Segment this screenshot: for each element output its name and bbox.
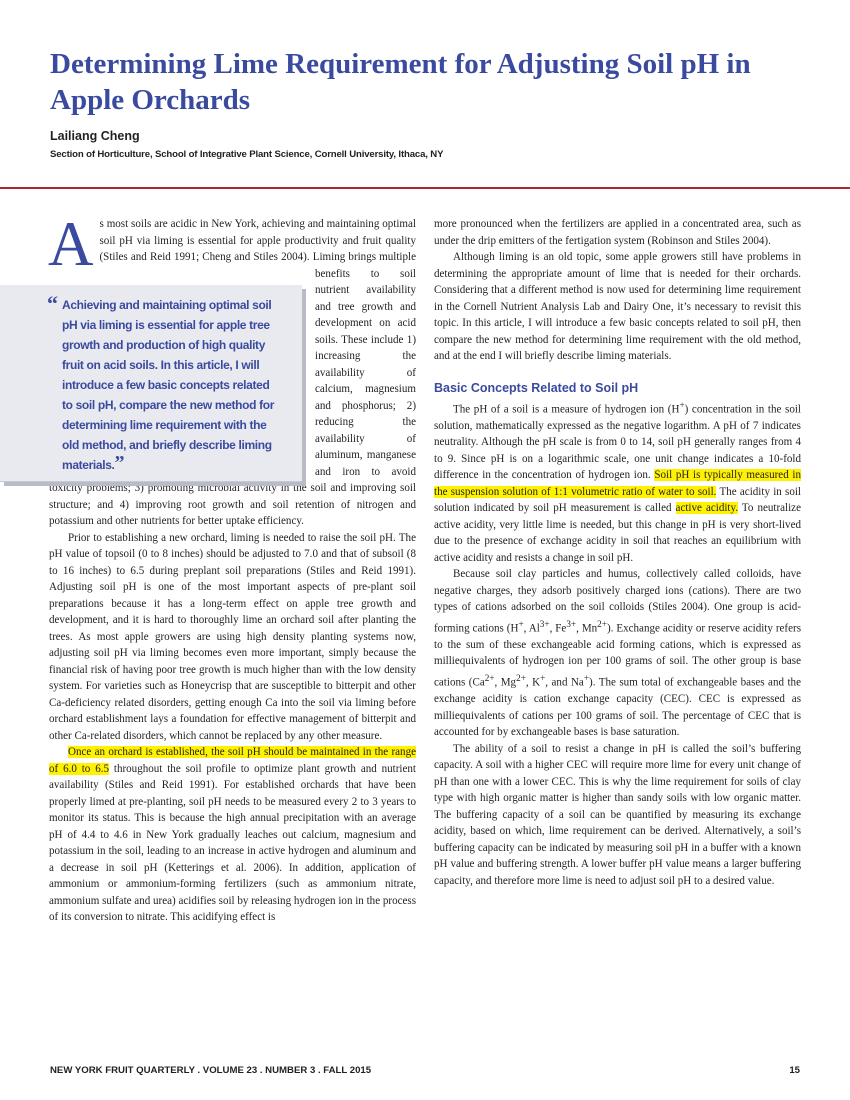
- page-number: 15: [789, 1065, 800, 1076]
- paragraph-text: ). The sum total of exchangeable bases and the exchange acidity is cation exchange capacity (CEC). CEC is expressed as milliequivalents of cations per 100 grams of soil. The percentage of CEC that is accounted for by exchangeable bases is base saturation.: [434, 676, 801, 739]
- publication-info: NEW YORK FRUIT QUARTERLY . VOLUME 23 . NUMBER 3 . FALL 2015: [50, 1065, 372, 1076]
- superscript: +: [540, 672, 546, 683]
- paragraph-text: ) concentration in the soil solution, mathematically expressed as the negative logarithm. A pH of 7 indicates neutrality. Although the pH scale is from 0 to 14, soil pH generally ranges from 4 to 9. Since pH is on a logarithmic scale, one unit change indicates a 10-fold difference in the concentration of hydrogen ion.: [434, 403, 801, 482]
- paragraph-text: throughout the soil profile to optimize plant growth and nutrient availability (Stiles and Reid 1991). For established orchards that have been properly limed at pre-planting, soil pH needs to be measured every 2 to 3 years to monitor its status. This is because the high annual precipitation with an average pH of 4.4 to 4.6 in New York gradually leaches out calcium, magnesium and potassium in the soil, leading to an increase in active hydrogen and aluminum and a decrease in soil pH (Ketterings et al. 2006). In addition, application of ammonium or ammonium-forming fertilizers (such as ammonium nitrate, ammonium sulfate and urea) acidifies soil by releasing hydrogen ion in the process of its conversion to nitrate. This acidifying effect is: [49, 762, 416, 923]
- paragraph-text: The acidity in soil solution indicated by soil pH measurement is called: [434, 485, 801, 515]
- author-affiliation: Section of Horticulture, School of Integrative Plant Science, Cornell University, Ithaca, NY: [50, 149, 444, 160]
- paragraph-text: , Mg: [494, 676, 517, 689]
- header-divider: [0, 187, 850, 189]
- paragraph-text: The pH of a soil is a measure of hydrogen ion (H: [453, 403, 680, 416]
- paragraph-text: , and Na: [545, 676, 584, 689]
- body-paragraph: Prior to establishing a new orchard, liming is needed to raise the soil pH. The pH value of topsoil (0 to 8 inches) should be adjusted to 7.0 and that of subsoil (8 to 16 inches) to 6.5 during preplant soil preparations (Stiles and Reid 1991). Adjusting soil pH is one of the most important aspects of pre-plant soil preparations because it has a long-term effect on apple tree growth and development, and it is hard to thoroughly lime an orchard soil after planting the trees. As most apple growers are using high density planting systems now, adjusting soil pH via liming becomes even more important, simply because the financial risk of having poor tree growth is much higher than with the low density system. For varieties such as Honeycrisp that are susceptible to bitterpit and other Ca-deficiency related disorders, getting enough Ca into the soil via liming before orchard establishment lays a foundation for effective management of bitterpit and other Ca-related disorders, which cannot be replaced by any other measure.: [49, 531, 416, 742]
- superscript: +: [518, 618, 524, 629]
- paragraph-text: , Fe: [549, 622, 567, 635]
- body-paragraph: [434, 397, 801, 567]
- paragraph-text: , K: [525, 676, 541, 689]
- paragraph-text: , Mn: [576, 622, 598, 635]
- superscript: 2+: [597, 618, 607, 629]
- superscript: 2+: [484, 672, 495, 683]
- page-footer: [50, 1065, 800, 1081]
- drop-cap: A: [48, 209, 94, 279]
- paragraph-text: To neutralize active acidity, very little lime is needed, but this change in pH is very short-lived due to the presence of exchange acidity in soil that reaches an equilibrium with active acidity and resists a change in soil pH.: [434, 502, 801, 564]
- paragraph-text: Because soil clay particles and humus, collectively called colloids, have negative charges, they adsorb positively charged ions (cations). There are two types of cations adsorbed on the soil colloids (Stiles 2004). One group is acid-forming cations (H: [434, 568, 801, 635]
- paragraph-text: ). Exchange acidity or reserve acidity refers to the sum of these exchangeable acid forming cations, which is expressed as milliequivalents of hydrogen ion per 100 grams of soil. The other group is base cations (Ca: [434, 622, 801, 689]
- body-paragraph: [49, 744, 416, 926]
- highlighted-text: Once an orchard is established, the soil pH should be maintained in the range of 6.0 to 6.5: [49, 746, 416, 775]
- open-quote-mark: “: [47, 291, 58, 316]
- pull-quote: [0, 285, 302, 482]
- right-column: [434, 216, 801, 889]
- highlighted-text: Soil pH is typically measured in the suspension solution of 1:1 volumetric ratio of water to soil.: [434, 469, 801, 498]
- pull-quote-text: Achieving and maintaining optimal soil pH via liming is essential for apple tree growth and production of high quality fruit on acid soils. In this article, I will introduce a few basic concepts related to soil pH, compare the new method for determining lime requirement with the old method, and briefly describe liming materials.: [62, 298, 275, 472]
- superscript: 2+: [516, 672, 526, 683]
- paragraph-text: , Al: [523, 622, 540, 635]
- body-paragraph: The ability of a soil to resist a change in pH is called the soil’s buffering capacity. A soil with a higher CEC will require more lime for every unit change of pH than one with a lower CEC. This is why the lime requirement for soils of clay type with high organic matter is higher than sandy soils with low organic matter. The buffering capacity of a soil can be quantified by measuring its exchange acidity, based on which, lime requirement can be derived. Alternatively, a soil’s buffering capacity can be indicated by measuring soil pH in a buffer with a known pH value and buffering strength. A lower buffer pH value means a larger buffering capacity, and therefore more lime is need to adjust soil pH to a desired value.: [434, 742, 801, 887]
- close-quote-mark: ”: [114, 452, 125, 474]
- superscript: 3+: [566, 618, 577, 629]
- article-title: Determining Lime Requirement for Adjusting Soil pH in Apple Orchards: [50, 48, 751, 116]
- superscript: +: [679, 399, 685, 410]
- intro-text: s most soils are acidic in New York, achieving and maintaining optimal soil pH via liming is essential for apple productivity and fruit quality (Stiles and Reid 1991; Cheng and Stiles 2004). Liming brings multiple benefits to soil nutrient availability and tree growth and development on acid soils. These include 1) increasing the availability of calcium, magnesium and phosphorus; 2) reducing the availability of aluminum, manganese and iron to avoid toxicity problems; 3) promoting microbial activity in the soil and improving soil structure; and 4) improving root growth and soil retention of nitrogen and potassium and other nutrients for better uptake efficiency.: [49, 218, 416, 527]
- body-paragraph: Although liming is an old topic, some apple growers still have problems in determining the appropriate amount of lime that is needed for their orchards. Considering that a different method is now used for determining lime requirement in the Cornell Nutrient Analysis Lab and Dairy One, it’s necessary to revisit this topic. In this article, I will introduce a few basic concepts related to soil pH, then compare the new method for determining lime requirement with the old method, and at the end I will briefly describe liming materials.: [434, 251, 801, 362]
- highlighted-text: active acidity.: [675, 502, 739, 515]
- section-heading: Basic Concepts Related to Soil pH: [434, 380, 639, 395]
- superscript: 3+: [539, 618, 550, 629]
- body-paragraph: [434, 566, 801, 740]
- author-name: Lailiang Cheng: [50, 129, 140, 143]
- body-paragraph: more pronounced when the fertilizers are applied in a concentrated area, such as under the drip emitters of the fertigation system (Robinson and Stiles 2004).: [434, 218, 801, 247]
- superscript: +: [583, 672, 590, 683]
